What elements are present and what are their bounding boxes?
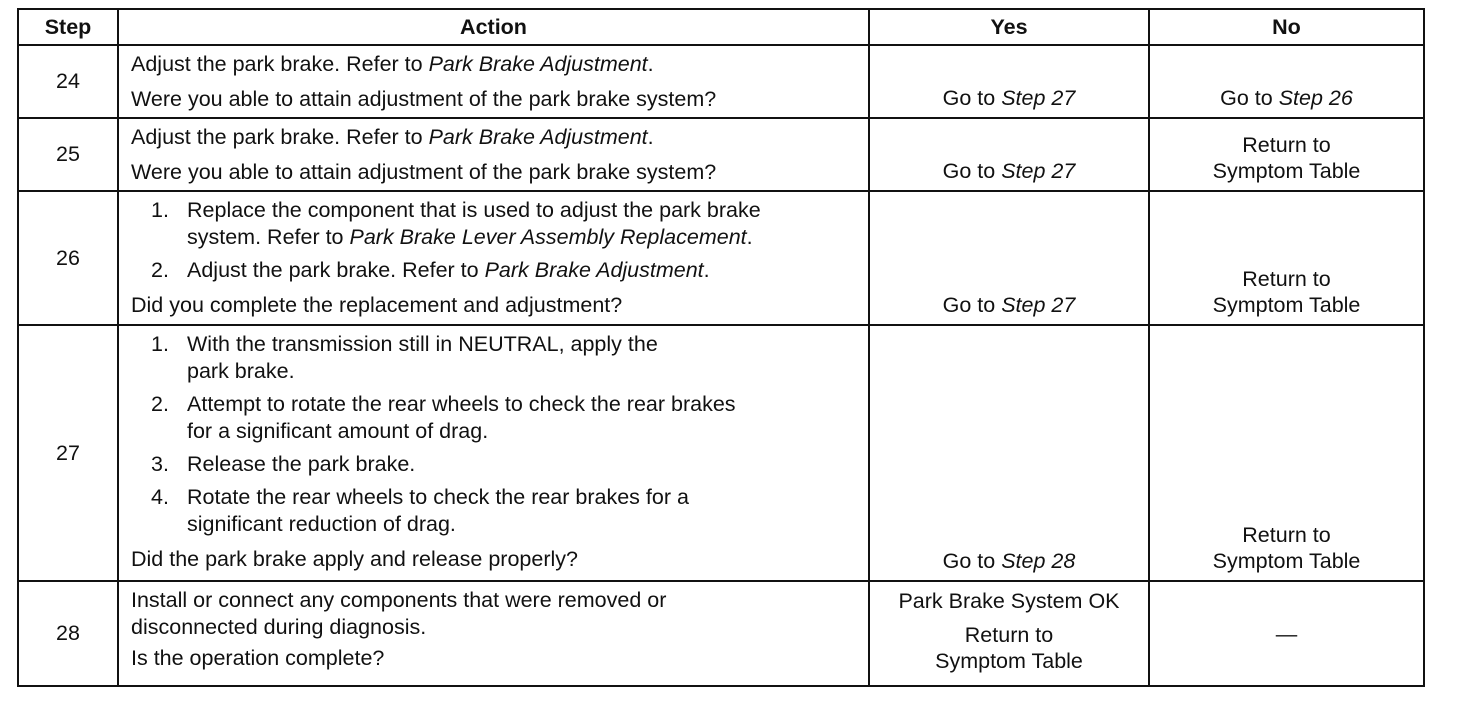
no-line: Symptom Table: [1212, 293, 1361, 317]
action-cell: [118, 581, 869, 686]
no-target: Step 26: [1278, 86, 1353, 110]
action-instruction: [131, 51, 856, 78]
list-item: [131, 484, 856, 538]
action-cell: [118, 45, 869, 118]
no-line: Symptom Table: [1212, 159, 1361, 183]
instruction-text: Adjust the park brake. Refer to: [131, 125, 429, 149]
item-number: 4.: [151, 485, 169, 509]
item-number: 1.: [151, 198, 169, 222]
item-number: 1.: [151, 332, 169, 356]
item-text: park brake.: [187, 359, 295, 383]
yes-cell: [869, 45, 1149, 118]
reference-title: Park Brake Adjustment: [428, 125, 648, 149]
item-text: [187, 257, 856, 284]
yes-cell: [869, 581, 1149, 686]
yes-line: Return to: [964, 623, 1054, 647]
table-row: [18, 45, 1424, 118]
table-row: [18, 325, 1424, 581]
table-row: [18, 581, 1424, 686]
item-text: Replace the component that is used to adjust the park brake: [187, 198, 761, 222]
item-text: Release the park brake.: [187, 452, 416, 476]
item-text-prefix: Adjust the park brake. Refer to: [187, 258, 485, 282]
list-item: [131, 331, 856, 385]
instruction-punct: .: [647, 52, 654, 76]
reference-title: Park Brake Adjustment: [428, 52, 648, 76]
no-cell: [1149, 325, 1424, 581]
yes-target: Step 27: [1001, 86, 1076, 110]
reference-title: Park Brake Lever Assembly Replacement: [349, 225, 747, 249]
no-line: Symptom Table: [1212, 549, 1361, 573]
header-step: Step: [18, 9, 118, 45]
no-cell: [1149, 191, 1424, 325]
item-text: Rotate the rear wheels to check the rear brakes for a: [187, 485, 689, 509]
instruction-text: Adjust the park brake. Refer to: [131, 52, 429, 76]
item-text: for a significant amount of drag.: [187, 419, 489, 443]
list-item: [131, 391, 856, 445]
item-text: significant reduction of drag.: [187, 512, 456, 536]
item-number: 3.: [151, 452, 169, 476]
no-line: Return to: [1242, 267, 1331, 291]
action-question: Did you complete the replacement and adjustment?: [131, 293, 623, 317]
action-question: Is the operation complete?: [131, 646, 385, 670]
table-row: [18, 118, 1424, 191]
yes-prefix: Go to: [942, 293, 1002, 317]
no-line: Return to: [1242, 133, 1331, 157]
step-number: 24: [18, 45, 118, 118]
item-text-punct: .: [703, 258, 710, 282]
no-line: Return to: [1242, 523, 1331, 547]
action-instruction: [131, 124, 856, 151]
yes-cell: [869, 118, 1149, 191]
step-number: 27: [18, 325, 118, 581]
no-prefix: Go to: [1220, 86, 1279, 110]
item-text: [187, 224, 856, 251]
action-cell: [118, 325, 869, 581]
header-action: Action: [118, 9, 869, 45]
yes-target: Step 27: [1001, 293, 1076, 317]
no-cell: [1149, 581, 1424, 686]
item-number: 2.: [151, 258, 169, 282]
no-cell: [1149, 45, 1424, 118]
item-text-prefix: system. Refer to: [187, 225, 350, 249]
step-number: 28: [18, 581, 118, 686]
header-no: No: [1149, 9, 1424, 45]
list-item: [131, 257, 856, 284]
item-number: 2.: [151, 392, 169, 416]
item-text-punct: .: [746, 225, 753, 249]
yes-target: Step 27: [1001, 159, 1076, 183]
header-yes: Yes: [869, 9, 1149, 45]
list-item: [131, 451, 856, 478]
yes-line: Park Brake System OK: [898, 589, 1120, 613]
action-question: Were you able to attain adjustment of the park brake system?: [131, 87, 717, 111]
instruction-line: disconnected during diagnosis.: [131, 615, 427, 639]
no-cell: [1149, 118, 1424, 191]
instruction-punct: .: [647, 125, 654, 149]
instruction-line: Install or connect any components that were removed or: [131, 588, 667, 612]
action-question: Were you able to attain adjustment of the park brake system?: [131, 160, 717, 184]
yes-prefix: Go to: [942, 159, 1002, 183]
yes-cell: [869, 191, 1149, 325]
item-text: Attempt to rotate the rear wheels to check the rear brakes: [187, 392, 736, 416]
yes-line: Symptom Table: [935, 649, 1083, 673]
header-row: [18, 9, 1424, 45]
action-instruction: [131, 587, 856, 641]
yes-cell: [869, 325, 1149, 581]
reference-title: Park Brake Adjustment: [484, 258, 704, 282]
yes-prefix: Go to: [942, 549, 1002, 573]
action-steps: [131, 331, 856, 538]
step-number: 25: [18, 118, 118, 191]
item-text: With the transmission still in NEUTRAL, apply the: [187, 332, 658, 356]
no-dash: —: [1275, 621, 1298, 646]
step-number: 26: [18, 191, 118, 325]
yes-prefix: Go to: [942, 86, 1002, 110]
yes-spacer: [876, 614, 1142, 622]
action-question: Did the park brake apply and release properly?: [131, 547, 578, 571]
yes-target: Step 28: [1001, 549, 1076, 573]
action-cell: [118, 191, 869, 325]
action-steps: [131, 197, 856, 284]
action-cell: [118, 118, 869, 191]
table-row: [18, 191, 1424, 325]
list-item: [131, 197, 856, 251]
diagnostic-table: [17, 8, 1425, 687]
